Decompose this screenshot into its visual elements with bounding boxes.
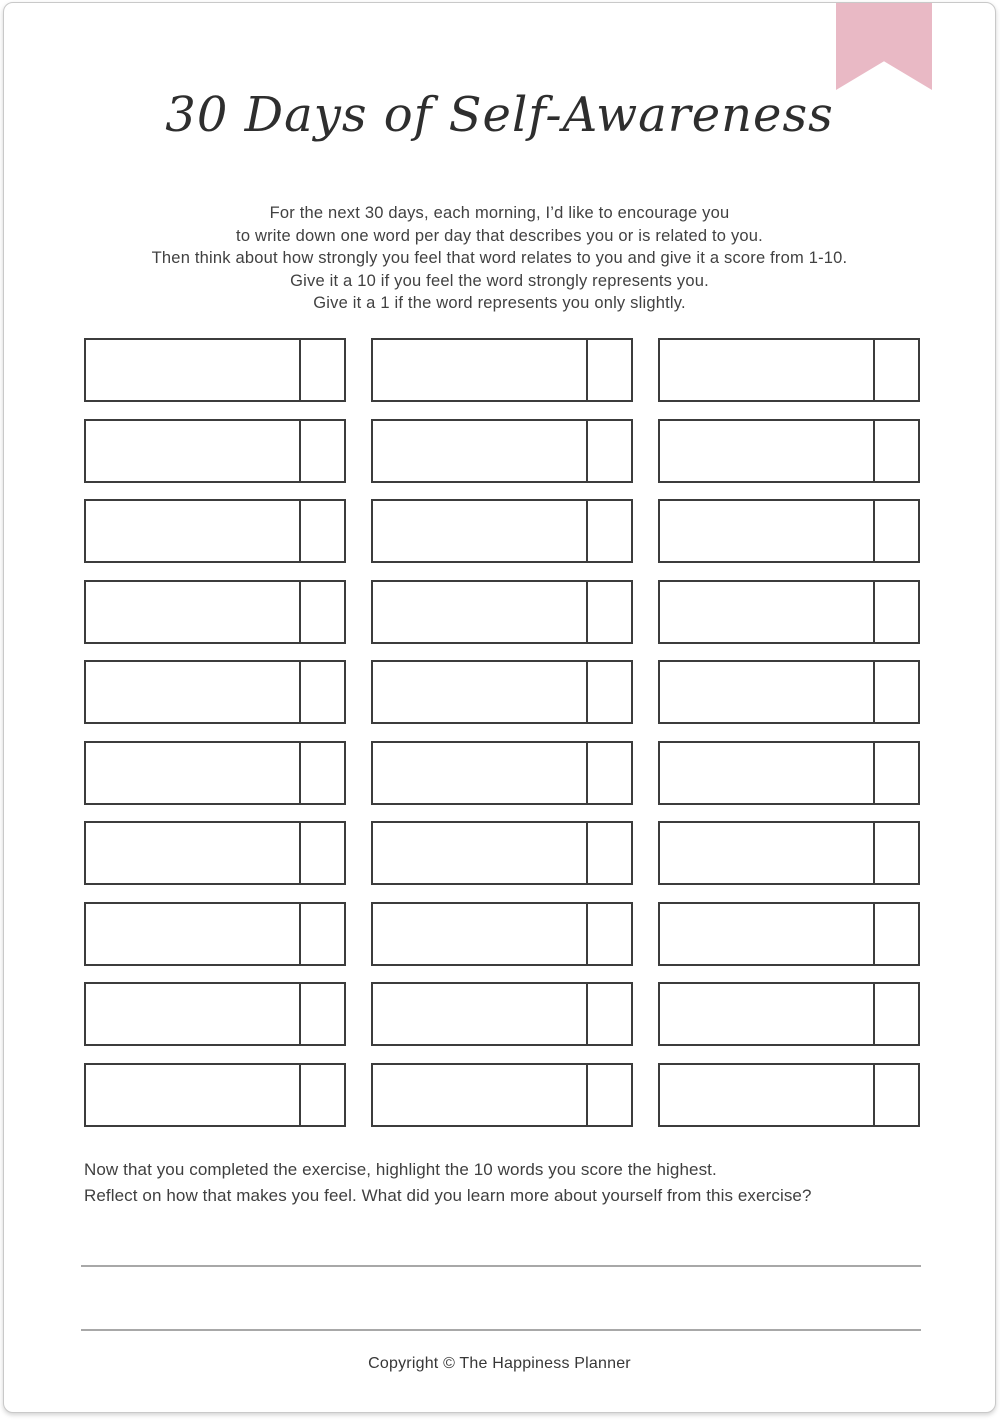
day-20-score-field[interactable] — [586, 823, 631, 883]
reflection-prompt — [84, 1157, 944, 1208]
day-6-score-field[interactable] — [873, 421, 918, 481]
day-12-box — [658, 580, 920, 644]
day-16-box — [84, 741, 346, 805]
day-26-word-field[interactable] — [373, 984, 586, 1044]
day-19-score-field[interactable] — [299, 823, 344, 883]
day-10-word-field[interactable] — [86, 582, 299, 642]
day-16-word-field[interactable] — [86, 743, 299, 803]
day-2-score-field[interactable] — [586, 340, 631, 400]
instructions-line: For the next 30 days, each morning, I’d like to encourage you — [269, 204, 730, 222]
day-27-score-field[interactable] — [873, 984, 918, 1044]
day-13-word-field[interactable] — [86, 662, 299, 722]
day-16-score-field[interactable] — [299, 743, 344, 803]
day-13-box — [84, 660, 346, 724]
reflection-prompt-line: Now that you completed the exercise, highlight the 10 words you score the highest. — [84, 1160, 717, 1179]
instructions-line: to write down one word per day that describes you or is related to you. — [236, 226, 763, 245]
day-24-box — [658, 902, 920, 966]
day-21-score-field[interactable] — [873, 823, 918, 883]
day-29-box — [371, 1063, 633, 1127]
day-18-word-field[interactable] — [660, 743, 873, 803]
bookmark-ribbon-icon — [836, 3, 932, 90]
day-22-score-field[interactable] — [299, 904, 344, 964]
day-18-score-field[interactable] — [873, 743, 918, 803]
day-5-box — [371, 419, 633, 483]
answer-line-2[interactable] — [81, 1329, 921, 1331]
day-4-box — [84, 419, 346, 483]
day-25-word-field[interactable] — [86, 984, 299, 1044]
day-29-word-field[interactable] — [373, 1065, 586, 1125]
day-25-score-field[interactable] — [299, 984, 344, 1044]
day-17-word-field[interactable] — [373, 743, 586, 803]
day-15-word-field[interactable] — [660, 662, 873, 722]
day-20-box — [371, 821, 633, 885]
day-10-score-field[interactable] — [299, 582, 344, 642]
day-17-box — [371, 741, 633, 805]
day-12-word-field[interactable] — [660, 582, 873, 642]
day-14-box — [371, 660, 633, 724]
day-22-word-field[interactable] — [86, 904, 299, 964]
day-17-score-field[interactable] — [586, 743, 631, 803]
day-30-box — [658, 1063, 920, 1127]
day-9-box — [658, 499, 920, 563]
worksheet-page — [3, 2, 996, 1413]
day-30-score-field[interactable] — [873, 1065, 918, 1125]
day-19-word-field[interactable] — [86, 823, 299, 883]
day-1-score-field[interactable] — [299, 340, 344, 400]
day-23-score-field[interactable] — [586, 904, 631, 964]
day-6-word-field[interactable] — [660, 421, 873, 481]
day-8-score-field[interactable] — [586, 501, 631, 561]
word-score-grid — [84, 338, 920, 1127]
instructions-line: Give it a 1 if the word represents you only slightly. — [313, 294, 686, 312]
day-9-word-field[interactable] — [660, 501, 873, 561]
day-7-score-field[interactable] — [299, 501, 344, 561]
day-11-word-field[interactable] — [373, 582, 586, 642]
day-5-score-field[interactable] — [586, 421, 631, 481]
day-6-box — [658, 419, 920, 483]
day-8-word-field[interactable] — [373, 501, 586, 561]
day-2-box — [371, 338, 633, 402]
day-3-word-field[interactable] — [660, 340, 873, 400]
day-27-word-field[interactable] — [660, 984, 873, 1044]
day-28-word-field[interactable] — [86, 1065, 299, 1125]
day-1-word-field[interactable] — [86, 340, 299, 400]
day-8-box — [371, 499, 633, 563]
day-20-word-field[interactable] — [373, 823, 586, 883]
day-11-box — [371, 580, 633, 644]
day-23-box — [371, 902, 633, 966]
day-15-score-field[interactable] — [873, 662, 918, 722]
day-21-box — [658, 821, 920, 885]
day-23-word-field[interactable] — [373, 904, 586, 964]
day-14-word-field[interactable] — [373, 662, 586, 722]
day-10-box — [84, 580, 346, 644]
day-5-word-field[interactable] — [373, 421, 586, 481]
day-3-box — [658, 338, 920, 402]
day-21-word-field[interactable] — [660, 823, 873, 883]
day-24-word-field[interactable] — [660, 904, 873, 964]
page-title: 30 Days of Self-Awareness — [165, 87, 834, 143]
instructions-line: Give it a 10 if you feel the word strongly represents you. — [290, 271, 709, 290]
day-7-box — [84, 499, 346, 563]
day-27-box — [658, 982, 920, 1046]
day-9-score-field[interactable] — [873, 501, 918, 561]
day-28-score-field[interactable] — [299, 1065, 344, 1125]
instructions-block — [4, 202, 995, 315]
day-26-box — [371, 982, 633, 1046]
day-4-score-field[interactable] — [299, 421, 344, 481]
copyright-text: Copyright © The Happiness Planner — [368, 1355, 631, 1372]
day-26-score-field[interactable] — [586, 984, 631, 1044]
day-2-word-field[interactable] — [373, 340, 586, 400]
day-22-box — [84, 902, 346, 966]
day-24-score-field[interactable] — [873, 904, 918, 964]
day-25-box — [84, 982, 346, 1046]
day-18-box — [658, 741, 920, 805]
day-19-box — [84, 821, 346, 885]
day-3-score-field[interactable] — [873, 340, 918, 400]
day-1-box — [84, 338, 346, 402]
reflection-prompt-line: Reflect on how that makes you feel. What did you learn more about yourself from this exercise? — [84, 1185, 812, 1205]
day-14-score-field[interactable] — [586, 662, 631, 722]
day-11-score-field[interactable] — [586, 582, 631, 642]
day-7-word-field[interactable] — [86, 501, 299, 561]
day-15-box — [658, 660, 920, 724]
day-12-score-field[interactable] — [873, 582, 918, 642]
answer-line-1[interactable] — [81, 1265, 921, 1267]
day-30-word-field[interactable] — [660, 1065, 873, 1125]
instructions-line: Then think about how strongly you feel that word relates to you and give it a score from 1-10. — [151, 249, 848, 267]
day-4-word-field[interactable] — [86, 421, 299, 481]
day-28-box — [84, 1063, 346, 1127]
day-29-score-field[interactable] — [586, 1065, 631, 1125]
day-13-score-field[interactable] — [299, 662, 344, 722]
